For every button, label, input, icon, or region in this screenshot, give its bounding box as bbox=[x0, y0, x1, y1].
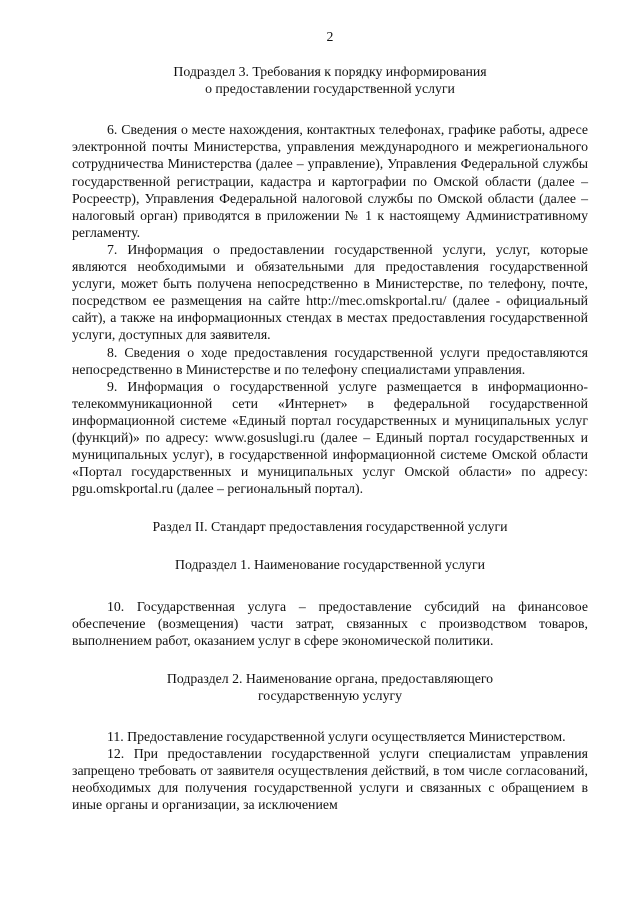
paragraph-6: 6. Сведения о месте нахождения, контактных телефонах, графике работы, адресе электронной почты Министерства, управления международного и межрегионального сотрудничества Министерства (далее – управление), Управления Федеральной службы государственной регистрации, кадастра и картографии по Омской области (далее – Росреестр), Управления Федеральной налоговой службы по Омской области (далее – налоговый орган) приводятся в приложении № 1 к настоящему Административному регламенту. bbox=[72, 122, 588, 240]
paragraph-8: 8. Сведения о ходе предоставления государственной услуги предоставляются непосредственно в Министерстве и по телефону специалистами управления. bbox=[72, 344, 588, 377]
subsection-3-heading-line-2: о предоставлении государственной услуги bbox=[205, 81, 455, 97]
document-page bbox=[72, 28, 588, 813]
subsection-1-heading: Подраздел 1. Наименование государственной услуги bbox=[174, 557, 485, 573]
subsection-2-heading-line-1: Подраздел 2. Наименование органа, предоставляющего bbox=[166, 670, 494, 686]
subsection-2-heading bbox=[72, 670, 588, 704]
page-number: 2 bbox=[326, 29, 334, 44]
paragraph-7: 7. Информация о предоставлении государственной услуги, услуг, которые являются необходимыми и обязательными для предоставления государственной услуги, может быть получена непосредственно в Министерстве, по телефону, почте, посредством ее размещения на сайте http://mec.omskportal.ru/ (далее - официальный сайт), а также на информационных стендах в местах предоставления государственной услуги, доступных для заявителя. bbox=[72, 241, 588, 343]
paragraph-12: 12. При предоставлении государственной услуги специалистам управления запрещено требовать от заявителя осуществления действий, в том числе согласований, необходимых для получения государственной услуги и связанных с обращением в иные органы и организации, за исключением bbox=[72, 746, 588, 813]
paragraph-9: 9. Информация о государственной услуге размещается в информационно-телекоммуникационной сети «Интернет» в федеральной государственной информационной системе «Единый портал государственных и муниципальных услуг (функций)» по адресу: www.gosuslugi.ru (далее – Единый портал государственных и муниципальных услуг), в государственной информационной системе Омской области «Портал государственных и муниципальных услуг Омской области» по адресу: pgu.omskportal.ru (далее – региональный портал). bbox=[72, 378, 588, 497]
subsection-3-heading-line-1: Подраздел 3. Требования к порядку информирования bbox=[173, 64, 487, 80]
subsection-2-heading-line-2: государственную услугу bbox=[257, 687, 403, 703]
section-2-heading: Раздел II. Стандарт предоставления государственной услуги bbox=[152, 519, 508, 535]
paragraph-11: 11. Предоставление государственной услуги осуществляется Министерством. bbox=[107, 729, 566, 744]
subsection-3-heading bbox=[72, 63, 588, 97]
paragraph-10: 10. Государственная услуга – предоставление субсидий на финансовое обеспечение (возмещения) части затрат, связанных с производством товаров, выполнением работ, оказанием услуг в сфере экономической политики. bbox=[72, 598, 588, 648]
